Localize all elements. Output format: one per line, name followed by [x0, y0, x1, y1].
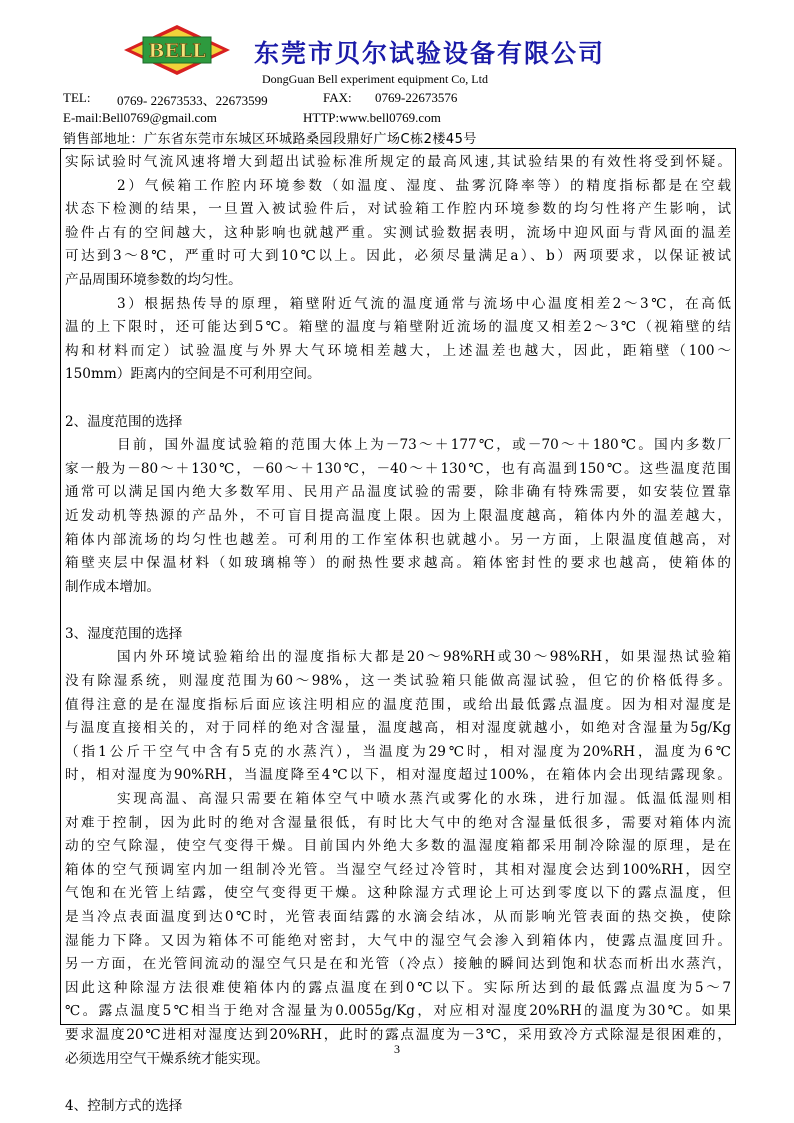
body-line: 国内外环境试验箱给出的湿度指标大都是20～98%RH或30～98%RH，如果湿热试验箱: [117, 649, 731, 666]
body-line: 箱壁夹层中保温材料（如玻璃棉等）的耐热性要求越高。箱体密封性的要求也越高，使箱体的: [65, 555, 731, 572]
document-body: [60, 148, 736, 1114]
fax-label: FAX:: [323, 90, 352, 105]
body-line: 近发动机等热源的产品外，不可盲目提高温度上限。因为上限温度越高，箱体内外的温差越大，: [65, 507, 731, 524]
body-line: 与温度直接相关的，对于同样的绝对含湿量，温度越高，相对湿度就越小，如绝对含湿量为5g/Kg: [65, 720, 731, 737]
body-line: 值得注意的是在湿度指标后面应该注明相应的温度范围，或给出最低露点温度。因为相对湿度是: [65, 696, 731, 713]
body-line: 制作成本增加。: [65, 578, 161, 595]
blank-line: [65, 387, 731, 411]
section-heading: 2、温度范围的选择: [65, 413, 183, 430]
body-line: 箱体的空气预调室内加一组制冷光管。当湿空气经过冷管时，其相对湿度会达到100%RH，因空: [65, 861, 731, 878]
body-line: 验件占有的空间越大，这种影响也就越严重。实测试验数据表明，流场中迎风面与背风面的温差: [65, 224, 731, 241]
logo-text: BELL: [148, 40, 206, 62]
section-heading: 4、控制方式的选择: [65, 1097, 183, 1114]
blank-line: [65, 599, 731, 623]
body-line: 3）根据热传导的原理，箱壁附近气流的温度通常与流场中心温度相差2～3℃，在高低: [117, 295, 731, 312]
body-line: 必须选用空气干燥系统才能实现。: [65, 1050, 269, 1067]
body-line: 家一般为－80～＋130℃，－60～＋130℃，－40～＋130℃，也有高温到150℃。这些温度范围: [65, 460, 731, 477]
body-line: 状态下检测的结果，一旦置入被试验件后，对试验箱工作腔内环境参数的均匀性将产生影响，试: [65, 201, 731, 218]
body-line: 构和材料而定）试验温度与外界大气环境相差越大，上述温差也越大，因此，距箱壁（100～: [65, 342, 731, 359]
body-line: 气饱和在光管上结露，使空气变得更干燥。这种除湿方式理论上可达到零度以下的露点温度，但: [65, 885, 731, 902]
email-text: E-mail:Bell0769@gmail.com: [63, 110, 217, 125]
sales-address: 销售部地址：广东省东莞市东城区环城路桑园段鼎好广场C栋2楼45号: [63, 132, 477, 147]
body-line: 因此这种除湿方法很难使箱体内的露点温度在到0℃以下。实际所达到的最低露点温度为5～7: [65, 979, 731, 996]
page-number: 3: [394, 1042, 400, 1056]
body-line: 动的空气除湿，使空气变得干燥。目前国内外绝大多数的温湿度箱都采用制冷除湿的原理，是在: [65, 838, 731, 855]
blank-line: [65, 1071, 731, 1095]
tel-value: 0769- 22673533、22673599: [117, 93, 268, 108]
body-line: 时，相对湿度为90%RH，当温度降至4℃以下，相对湿度超过100%，在箱体内会出现结露现象。: [65, 767, 731, 784]
tel-label: TEL:: [63, 90, 91, 105]
body-line: 产品周围环境参数的均匀性。: [65, 271, 242, 288]
body-line: 2）气候箱工作腔内环境参数（如温度、湿度、盐雾沉降率等）的精度指标都是在空载: [117, 177, 731, 194]
company-name-cn: 东莞市贝尔试验设备有限公司: [254, 39, 606, 68]
body-line: 箱体内部流场的均匀性也越差。可利用的工作室体积也就越小。另一方面，上限温度值越高，对: [65, 531, 731, 548]
section-heading: 3、湿度范围的选择: [65, 625, 183, 642]
website-text: HTTP:www.bell0769.com: [303, 110, 441, 125]
body-line: 要求温度20℃进相对湿度达到20%RH，此时的露点温度为－3℃，采用致冷方式除湿是很困难的，: [65, 1026, 731, 1043]
body-line: 可达到3～8℃，严重时可大到10℃以上。因此，必须尽量满足a）、b）两项要求，以保证被试: [65, 248, 731, 265]
body-line: 另一方面，在光管间流动的湿空气只是在和光管（冷点）接触的瞬间达到饱和状态而析出水蒸汽，: [65, 956, 731, 973]
body-line: 实现高温、高湿只需要在箱体空气中喷水蒸汽或雾化的水珠，进行加湿。低温低湿则相: [117, 791, 731, 808]
body-line: 湿能力下降。又因为箱体不可能绝对密封，大气中的湿空气会渗入到箱体内，使露点温度回升。: [65, 932, 731, 949]
body-line: 实际试验时气流风速将增大到超出试验标准所规定的最高风速,其试验结果的有效性将受到怀疑。: [65, 154, 731, 170]
body-line: 目前，国外温度试验箱的范围大体上为－73～＋177℃，或－70～＋180℃。国内多数厂: [117, 437, 731, 454]
fax-value: 0769-22673576: [375, 90, 458, 105]
body-line: 温的上下限时，还可能达到5℃。箱壁的温度与箱壁附近流场的温度又相差2～3℃（视箱壁的结: [65, 319, 731, 336]
body-line: 是当冷点表面温度到达0℃时，光管表面结露的水滴会结冰，从而影响光管表面的热交换，使除: [65, 909, 731, 925]
body-line: 150mm）距离内的空间是不可利用空间。: [65, 366, 321, 383]
bell-logo: [122, 24, 232, 76]
body-line: 对难于控制，因为此时的绝对含湿量很低，有时比大气中的绝对含湿量低很多，需要对箱体内流: [65, 814, 731, 831]
body-line: 通常可以满足国内绝大多数军用、民用产品温度试验的需要，除非确有特殊需要，如安装位置靠: [65, 484, 731, 501]
body-line: 没有除湿系统，则湿度范围为60～98%，这一类试验箱只能做高湿试验，但它的价格低得多。: [65, 673, 731, 690]
body-line: （指1公斤干空气中含有5克的水蒸汽），当温度为29℃时，相对湿度为20%RH，温度为6℃: [65, 743, 731, 760]
body-line: ℃。露点温度5℃相当于绝对含湿量为0.0055g/Kg，对应相对湿度20%RH的温度为30℃。如果: [65, 1003, 731, 1020]
company-name-en: DongGuan Bell experiment equipment Co, Ltd: [262, 72, 488, 86]
